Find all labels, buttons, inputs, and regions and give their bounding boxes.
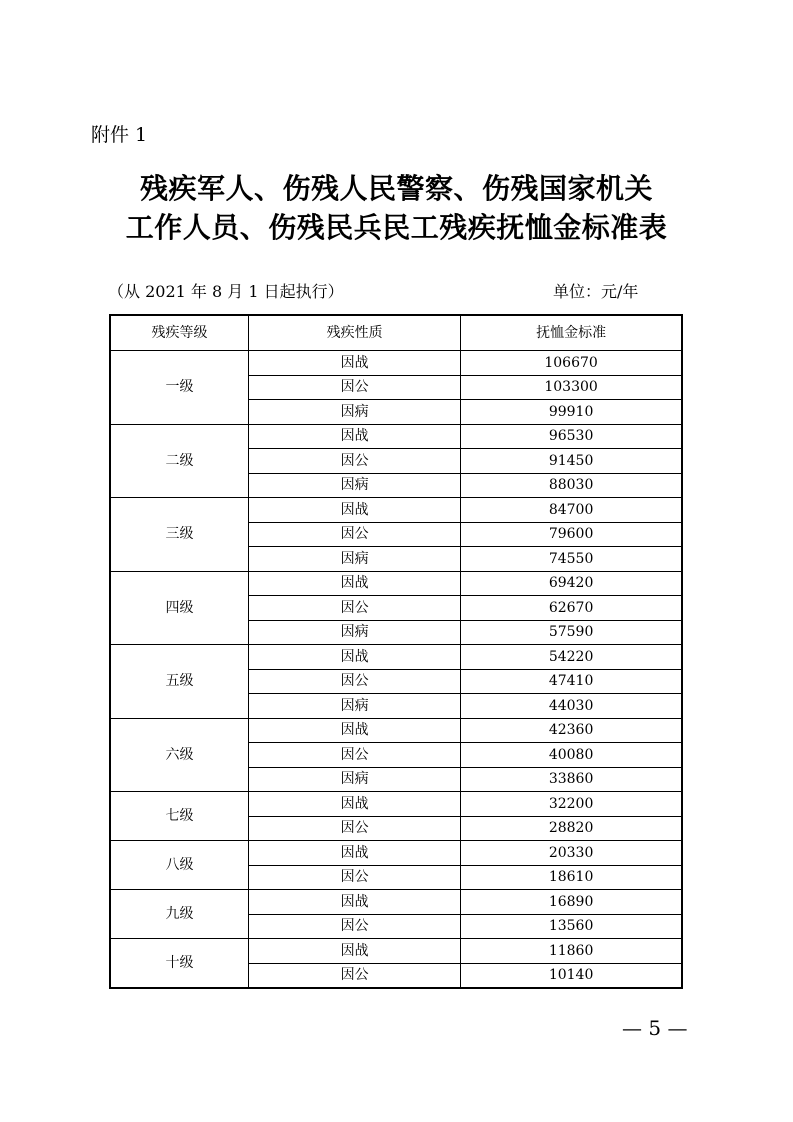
grade-cell: 八级	[110, 841, 248, 890]
pension-standard-table	[109, 314, 683, 989]
nature-cell: 因公	[248, 522, 460, 547]
header-nature: 残疾性质	[248, 315, 460, 351]
grade-cell: 四级	[110, 571, 248, 645]
nature-cell: 因战	[248, 890, 460, 915]
nature-cell: 因公	[248, 914, 460, 939]
amount-cell: 62670	[461, 596, 682, 621]
document-title-line-1: 残疾军人、伤残人民警察、伤残国家机关	[139, 172, 653, 205]
nature-cell: 因战	[248, 645, 460, 670]
amount-cell: 91450	[461, 449, 682, 474]
nature-cell: 因公	[248, 596, 460, 621]
nature-cell: 因病	[248, 400, 460, 425]
grade-cell: 五级	[110, 645, 248, 719]
amount-cell: 79600	[461, 522, 682, 547]
grade-cell: 一级	[110, 351, 248, 425]
page-number: — 5 —	[622, 1016, 688, 1040]
amount-cell: 74550	[461, 547, 682, 572]
amount-cell: 16890	[461, 890, 682, 915]
amount-cell: 18610	[461, 865, 682, 890]
nature-cell: 因病	[248, 473, 460, 498]
amount-cell: 10140	[461, 963, 682, 988]
table-row	[110, 424, 682, 449]
table-row	[110, 351, 682, 376]
amount-cell: 20330	[461, 841, 682, 866]
nature-cell: 因公	[248, 375, 460, 400]
amount-cell: 47410	[461, 669, 682, 694]
amount-cell: 99910	[461, 400, 682, 425]
nature-cell: 因战	[248, 841, 460, 866]
nature-cell: 因战	[248, 498, 460, 523]
header-grade: 残疾等级	[110, 315, 248, 351]
grade-cell: 二级	[110, 424, 248, 498]
nature-cell: 因病	[248, 694, 460, 719]
amount-cell: 106670	[461, 351, 682, 376]
table-row	[110, 718, 682, 743]
nature-cell: 因战	[248, 424, 460, 449]
amount-cell: 96530	[461, 424, 682, 449]
amount-cell: 54220	[461, 645, 682, 670]
amount-cell: 33860	[461, 767, 682, 792]
unit-label: 单位：元/年	[553, 282, 639, 301]
nature-cell: 因公	[248, 816, 460, 841]
amount-cell: 11860	[461, 939, 682, 964]
attachment-label: 附件 1	[91, 124, 148, 146]
nature-cell: 因公	[248, 865, 460, 890]
table-row	[110, 890, 682, 915]
nature-cell: 因病	[248, 547, 460, 572]
nature-cell: 因公	[248, 963, 460, 988]
nature-cell: 因战	[248, 351, 460, 376]
amount-cell: 40080	[461, 743, 682, 768]
header-amount: 抚恤金标准	[461, 315, 682, 351]
table-row	[110, 792, 682, 817]
nature-cell: 因公	[248, 743, 460, 768]
nature-cell: 因病	[248, 620, 460, 645]
amount-cell: 84700	[461, 498, 682, 523]
document-title-line-2: 工作人员、伤残民兵民工残疾抚恤金标准表	[125, 211, 668, 244]
amount-cell: 32200	[461, 792, 682, 817]
nature-cell: 因战	[248, 939, 460, 964]
amount-cell: 103300	[461, 375, 682, 400]
amount-cell: 57590	[461, 620, 682, 645]
table-row	[110, 939, 682, 964]
amount-cell: 69420	[461, 571, 682, 596]
table-row	[110, 571, 682, 596]
nature-cell: 因战	[248, 571, 460, 596]
nature-cell: 因公	[248, 669, 460, 694]
amount-cell: 13560	[461, 914, 682, 939]
nature-cell: 因战	[248, 718, 460, 743]
grade-cell: 七级	[110, 792, 248, 841]
grade-cell: 六级	[110, 718, 248, 792]
nature-cell: 因病	[248, 767, 460, 792]
table-header-row	[110, 315, 682, 351]
amount-cell: 88030	[461, 473, 682, 498]
grade-cell: 三级	[110, 498, 248, 572]
table-row	[110, 841, 682, 866]
grade-cell: 九级	[110, 890, 248, 939]
table-row	[110, 498, 682, 523]
effective-date-note: （从 2021 年 8 月 1 日起执行）	[108, 282, 344, 301]
nature-cell: 因战	[248, 792, 460, 817]
amount-cell: 42360	[461, 718, 682, 743]
amount-cell: 28820	[461, 816, 682, 841]
table-row	[110, 645, 682, 670]
amount-cell: 44030	[461, 694, 682, 719]
nature-cell: 因公	[248, 449, 460, 474]
grade-cell: 十级	[110, 939, 248, 989]
